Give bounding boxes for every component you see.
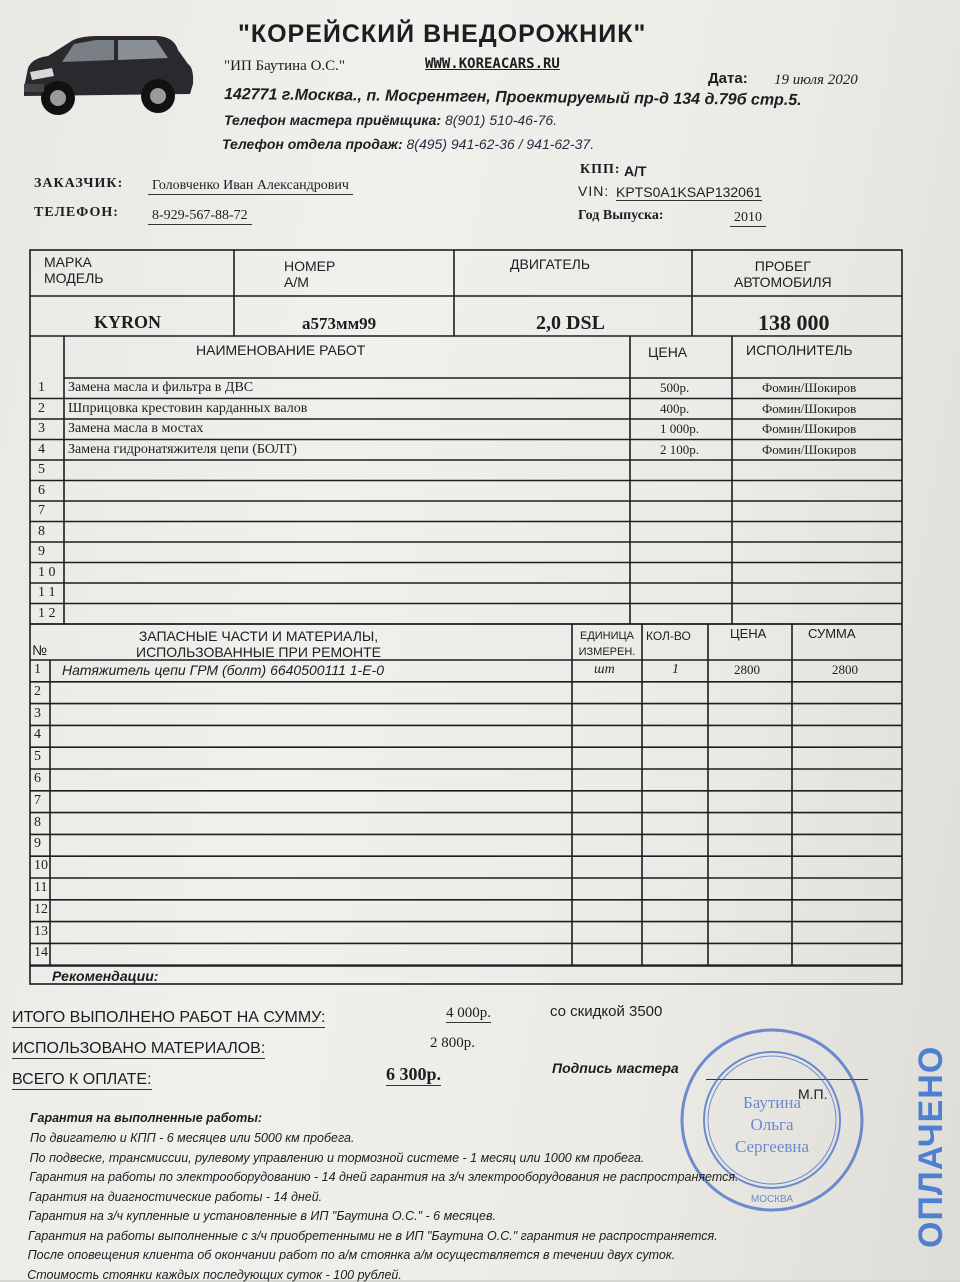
vehicle-mileage: 138 000: [758, 310, 830, 335]
engine-header: ДВИГАТЕЛЬ: [510, 256, 591, 272]
company-title: "КОРЕЙСКИЙ ВНЕДОРОЖНИК": [238, 20, 647, 48]
sales-phone-line: [222, 136, 594, 152]
work-row-number: 4: [38, 441, 45, 457]
work-row-price: 1 000р.: [660, 421, 699, 436]
parts-unit-line1: ЕДИНИЦА: [579, 630, 635, 642]
plate-header: [284, 258, 335, 290]
warranty-line: Гарантия на работы выполненные с з/ч приобретенными не в ИП "Баутина О.С." гарантия не распространяется.: [28, 1228, 718, 1243]
part-row-number: 8: [34, 814, 41, 830]
part-row-number: 7: [34, 792, 41, 808]
part-row-number: 1: [34, 662, 41, 677]
website-link[interactable]: WWW.KOREACARS.RU: [425, 56, 560, 72]
materials-value: 2 800р.: [430, 1035, 475, 1051]
work-row-number: 5: [38, 462, 45, 477]
vin-label: VIN:: [578, 183, 610, 199]
stamp-line2: Ольга: [750, 1115, 794, 1134]
part-row-number: 12: [34, 901, 48, 917]
ip-name: "ИП Баутина О.С.": [224, 58, 346, 74]
work-row-number: 9: [38, 544, 45, 559]
total-label: ВСЕГО К ОПЛАТЕ:: [12, 1071, 152, 1088]
work-row-number: 3: [38, 421, 45, 436]
stamp-line1: Баутина: [742, 1093, 802, 1112]
make-header-line1: МАРКА: [44, 254, 92, 270]
stamp-city: МОСКВА: [750, 1194, 794, 1205]
works-total-label: ИТОГО ВЫПОЛНЕНО РАБОТ НА СУММУ:: [12, 1009, 326, 1026]
part-row-qty: 1: [672, 662, 679, 677]
work-row-number: 1 1: [38, 585, 56, 600]
warranty-line: По подвеске, трансмиссии, рулевому управлению и тормозной системе - 1 месяц или 1000 км пробега.: [29, 1150, 645, 1165]
recommendations-label: Рекомендации:: [52, 968, 159, 984]
mp-label: М.П.: [798, 1086, 828, 1102]
work-row-number: 6: [38, 482, 45, 498]
plate-header-line2: А/М: [284, 274, 309, 290]
year-value: 2010: [730, 210, 766, 227]
warranty-line: После оповещения клиента об окончании работ по а/м стоянка а/м осуществляется в течении двух суток.: [27, 1248, 676, 1262]
parts-sum-header: СУММА: [808, 626, 856, 641]
part-row-number: 6: [34, 771, 41, 786]
phone-label: ТЕЛЕФОН:: [34, 205, 119, 220]
address: 142771 г.Москва., п. Мосрентген, Проектируемый пр-д 134 д.79б стр.5.: [223, 86, 802, 110]
work-row-name: Замена масла и фильтра в ДВС: [68, 380, 254, 395]
paid-stamp: ОПЛАЧЕНО: [912, 1045, 950, 1248]
suv-illustration: [18, 28, 196, 120]
stamp-line3: Сергеевна: [734, 1137, 810, 1156]
parts-no-header: №: [32, 642, 48, 658]
date-value: 19 июля 2020: [774, 72, 858, 88]
total-value: 6 300р.: [386, 1064, 442, 1084]
warranty-line: По двигателю и КПП - 6 месяцев или 5000 км пробега.: [30, 1131, 355, 1145]
parts-header-line2: ИСПОЛЬЗОВАННЫЕ ПРИ РЕМОНТЕ: [136, 644, 382, 660]
parts-unit-header: [574, 628, 640, 660]
master-phone: 8(901) 510-46-76.: [445, 112, 558, 128]
work-row-name: Шприцовка крестовин карданных валов: [68, 400, 308, 416]
warranty-title: Гарантия на выполненные работы:: [30, 1111, 263, 1125]
kpp-label: КПП:: [580, 162, 621, 177]
sales-phone-label: Телефон отдела продаж:: [222, 136, 403, 152]
work-row-price: 400р.: [660, 400, 690, 416]
work-row-number: 7: [38, 503, 45, 518]
part-row-number: 13: [34, 923, 48, 939]
warranty-line: Гарантия на диагностические работы - 14 дней.: [28, 1189, 323, 1204]
work-row-number: 2: [38, 400, 45, 416]
works-total-value: 4 000р.: [446, 1005, 491, 1021]
master-phone-line: [224, 112, 557, 128]
work-row-worker: Фомин/Шокиров: [762, 421, 857, 436]
part-row-number: 11: [34, 880, 48, 895]
work-row-number: 1 2: [38, 605, 56, 621]
part-row-number: 10: [34, 858, 48, 874]
part-row-number: 2: [34, 683, 41, 699]
warranty-line: Гарантия на з/ч купленные и установленные в ИП "Баутина О.С." - 6 месяцев.: [28, 1209, 497, 1223]
warranty-line: Стоимость стоянки каждых последующих суток - 100 рублей.: [27, 1267, 402, 1282]
mileage-header-line1: ПРОБЕГ: [754, 258, 811, 274]
plate-header-line1: НОМЕР: [284, 258, 336, 274]
works-price-header: ЦЕНА: [648, 344, 688, 360]
work-row-worker: Фомин/Шокиров: [762, 441, 857, 457]
parts-header-line1: ЗАПАСНЫЕ ЧАСТИ И МАТЕРИАЛЫ,: [138, 628, 379, 644]
make-header: [44, 254, 103, 286]
date-label: Дата:: [708, 70, 748, 87]
master-phone-label: Телефон мастера приёмщика:: [224, 112, 442, 128]
year-label: Год Выпуска:: [578, 208, 664, 223]
customer-name: Головченко Иван Александрович: [148, 178, 353, 195]
customer-phone: 8-929-567-88-72: [148, 208, 252, 225]
part-row-number: 14: [34, 945, 48, 961]
sales-phone: 8(495) 941-62-36 / 941-62-37.: [406, 136, 595, 152]
works-worker-header: ИСПОЛНИТЕЛЬ: [746, 342, 853, 358]
part-row-number: 5: [34, 749, 41, 765]
work-row-price: 2 100р.: [660, 441, 699, 457]
discount-note: со скидкой 3500: [550, 1003, 663, 1020]
vin-value: KPTS0A1KSAP132061: [616, 184, 762, 200]
kpp-value: А/Т: [624, 163, 647, 179]
signature-label: Подпись мастера: [552, 1060, 679, 1076]
warranty-line: Гарантия на работы по электрооборудованию - 14 дней гарантия на з/ч электрооборудования не распространяется.: [29, 1170, 739, 1184]
parts-unit-line2: ИЗМЕРЕН.: [578, 646, 636, 658]
work-row-name: Замена гидронатяжителя цепи (БОЛТ): [68, 441, 297, 457]
customer-label: ЗАКАЗЧИК:: [34, 176, 124, 191]
work-row-price: 500р.: [660, 380, 690, 395]
parts-header: [136, 628, 381, 660]
work-row-worker: Фомин/Шокиров: [762, 400, 857, 416]
works-header: НАИМЕНОВАНИЕ РАБОТ: [196, 342, 366, 358]
mileage-header-line2: АВТОМОБИЛЯ: [734, 274, 832, 290]
part-row-unit: шт: [594, 662, 615, 677]
order-table: [28, 248, 908, 988]
make-header-line2: МОДЕЛЬ: [44, 270, 104, 286]
vehicle-engine: 2,0 DSL: [536, 312, 605, 334]
work-row-number: 1 0: [38, 564, 56, 580]
table-grid-lines: [28, 248, 908, 988]
part-row-name: Натяжитель цепи ГРМ (болт) 6640500111 1-Е-0: [62, 662, 384, 678]
part-row-number: 4: [34, 727, 41, 743]
work-row-worker: Фомин/Шокиров: [762, 380, 857, 395]
part-row-sum: 2800: [832, 662, 858, 677]
part-row-number: 3: [34, 705, 41, 721]
mileage-header: [734, 258, 832, 290]
vehicle-plate: а573мм99: [302, 314, 377, 333]
work-row-number: 1: [38, 380, 45, 395]
part-row-price: 2800: [734, 662, 760, 677]
materials-label: ИСПОЛЬЗОВАНО МАТЕРИАЛОВ:: [12, 1040, 266, 1057]
seal-stamp: [676, 1024, 868, 1216]
parts-qty-header: КОЛ-ВО: [646, 629, 691, 643]
work-row-number: 8: [38, 523, 45, 539]
part-row-number: 9: [34, 836, 41, 852]
parts-price-header: ЦЕНА: [730, 626, 767, 641]
work-row-name: Замена масла в мостах: [68, 421, 204, 436]
vehicle-model: KYRON: [94, 312, 161, 332]
